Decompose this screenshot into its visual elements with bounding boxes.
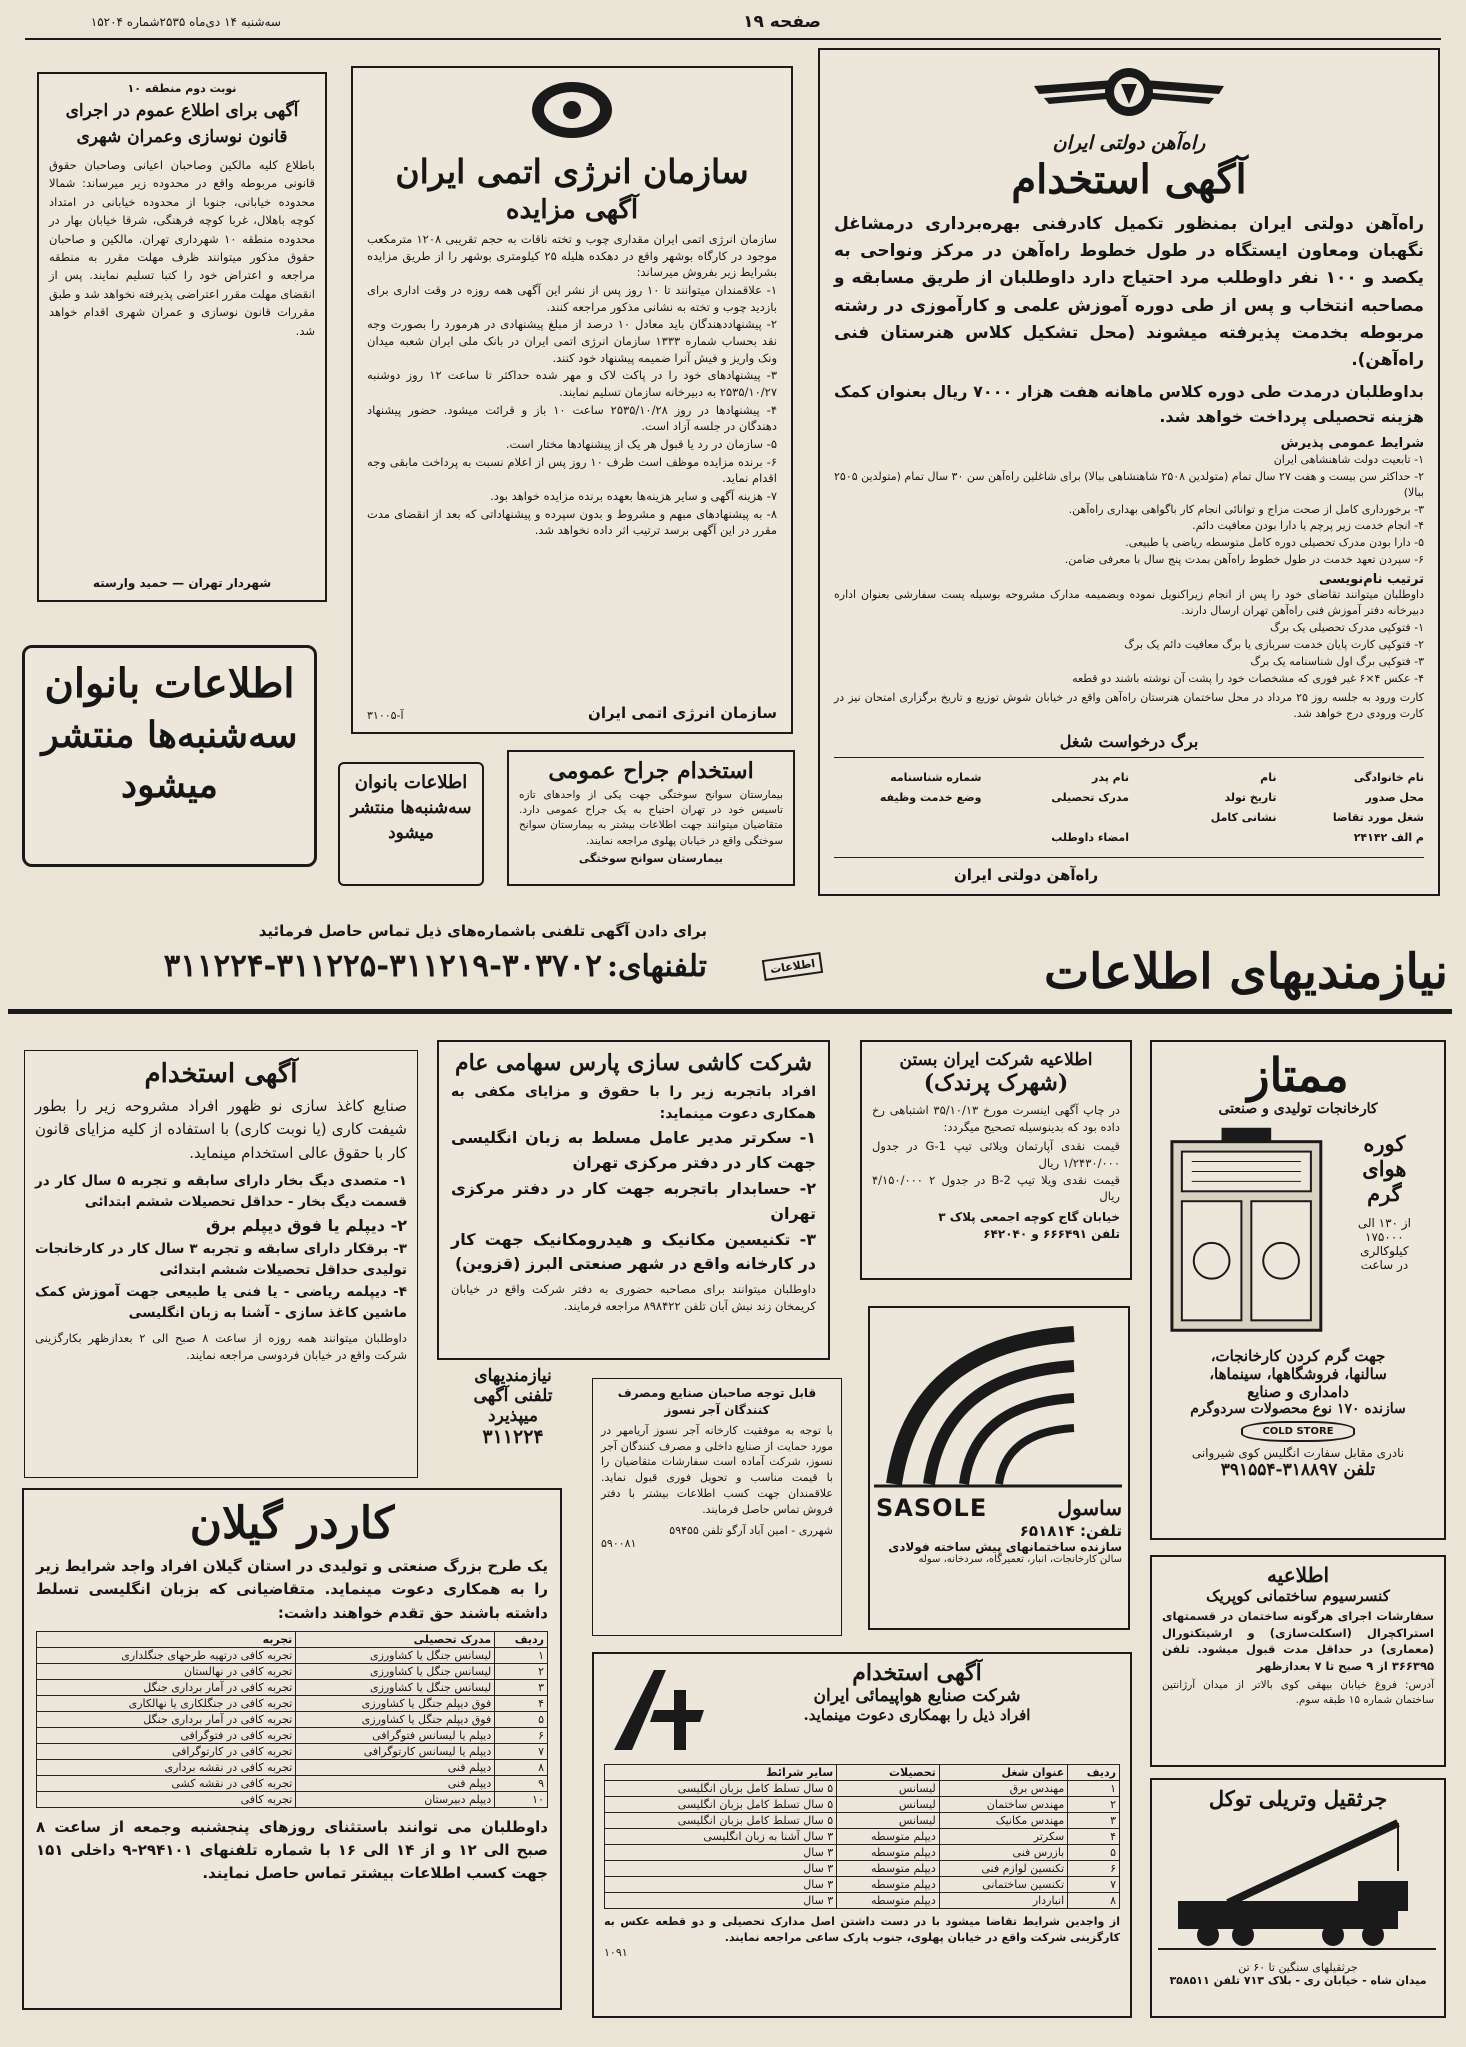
railway-condition: ۶- سپردن تعهد خدمت در طول خطوط راه‌آهن بمدت پنج سال با معرفی ضامن. bbox=[1064, 553, 1424, 567]
momtaz-use-1: جهت گرم کردن کارخانجات، bbox=[1210, 1346, 1386, 1365]
table-cell: ۲ bbox=[1068, 1797, 1120, 1813]
table-cell: ۷ bbox=[1068, 1877, 1120, 1893]
gilan-table bbox=[36, 1631, 548, 1808]
atomic-item: ۸- به پیشنهادهای مبهم و مشروط و بدون سپرده و پیشنهاداتی که بعد از انقضای مدت مقرر در این آگهی برسد ترتیب اثر داده نخواهد شد. bbox=[367, 506, 777, 538]
table-cell: ۵ سال تسلط کامل بزبان انگلیسی bbox=[605, 1797, 837, 1813]
paper-item: ۱- متصدی دیگ بخار دارای سابقه و تجربه ۵ سال کار در قسمت دیگ بخار - حداقل تحصیلات ششم ابتدائی bbox=[35, 1172, 407, 1210]
atomic-items bbox=[367, 282, 777, 539]
crane-title: جرثقیل وتریلی توکل bbox=[1208, 1786, 1388, 1811]
table-cell: تجربه کافی در نقشه کشی bbox=[37, 1775, 296, 1791]
urban-title: آگهی برای اطلاع عموم در اجرای قانون نوسازی وعمران شهری bbox=[65, 101, 299, 147]
railway-registration: داوطلبان میتوانند تقاضای خود را پس از انجام زیراکنویل نموده وبضمیمه مدارک مشروحه بوسیله پست سفارشی بعنوان اداره دبیرخانه دفتر آموزش فنی راه‌آهن تهران ارسال دارند. bbox=[834, 588, 1424, 618]
momtaz-range-1: از ۱۳۰ الی bbox=[1357, 1215, 1411, 1230]
table-cell: ۱ bbox=[495, 1647, 548, 1663]
surgeon-ad bbox=[507, 750, 795, 886]
table-cell: مهندس مکانیک bbox=[939, 1813, 1067, 1829]
momtaz-range-2: ۱۷۵۰۰۰ bbox=[1365, 1229, 1404, 1244]
sasol-tel: تلفن: ۶۵۱۸۱۴ bbox=[1019, 1522, 1122, 1540]
form-row bbox=[834, 811, 1424, 824]
aircraft-table bbox=[604, 1764, 1120, 1909]
table-header bbox=[605, 1765, 1120, 1781]
railway-condition: ۳- برخورداری کامل از صحت مزاج و توانائی انجام کار باگواهی بهداری راه‌آهن. bbox=[1068, 502, 1424, 516]
irest-price2: قیمت نقدی ویلا تیپ B-2 در جدول ۲ ۴/۱۵۰/۰۰۰ ریال bbox=[872, 1172, 1121, 1204]
table-cell: تکنسین ساختمانی bbox=[939, 1877, 1067, 1893]
momtaz-range-3: کیلوکالری bbox=[1360, 1243, 1409, 1258]
momtaz-title: ممتاز bbox=[1247, 1048, 1349, 1102]
aryamehr-address: شهرری - امین آباد آرگو تلفن ۵۹۴۵۵ bbox=[669, 1524, 833, 1538]
pars-item: ۳- تکنیسین مکانیک و هیدرومکانیک جهت کار در کارخانه واقع در شهر صنعتی البرز (قزوین) bbox=[451, 1229, 816, 1274]
aircraft-contact: از واجدین شرایط تقاضا میشود با در دست داشتن اصل مدارک تحصیلی و دو قطعه عکس به کارگزینی شرکت واقع در خیابان پهلوی، جنوب پارک ساعی مراجعه نمایند. bbox=[604, 1915, 1120, 1944]
pars-item: ۲- حسابدار باتجربه جهت کار در دفتر مرکزی تهران bbox=[451, 1178, 816, 1223]
table-cell: دیپلم فنی bbox=[296, 1759, 495, 1775]
steel-arch-building-icon bbox=[874, 1314, 1122, 1492]
kooprik-address: آدرس: فروغ خیابان بیهقی کوی بالاتر از میدان آرژانتین ساختمان شماره ۱۵ طبقه سوم. bbox=[1162, 1678, 1434, 1706]
paper-title: آگهی استخدام bbox=[144, 1059, 298, 1089]
aircraft-company: شرکت صنایع هواپیمائی ایران bbox=[813, 1686, 1021, 1706]
irest-ad bbox=[860, 1040, 1132, 1280]
gilan-contact: داوطلبان می توانند باستثنای روزهای پنجشنبه وجمعه از ساعت ۸ صبح الی ۱۲ و از ۱۴ الی ۱۶ با شماره تلفنهای ۲۹۴۱۰۱-۹ داخلی ۱۵۱ جهت کسب اطلاعات بیشتر تماس حاصل نمایند. bbox=[36, 1817, 548, 1883]
paper-items bbox=[35, 1171, 407, 1324]
banner-logo bbox=[1044, 944, 1448, 1000]
atomic-item: ۳- پیشنهادهای خود را در پاکت لاک و مهر شده حداکثر تا ساعت ۱۲ روز دوشنبه ۲۵۳۵/۱۰/۲۷ به دبیرخانه سازمان تسلیم نمایند. bbox=[367, 368, 778, 400]
railway-signature: راه‌آهن دولتی ایران bbox=[954, 865, 1099, 884]
table-cell: ۸ bbox=[1068, 1893, 1120, 1909]
form-row bbox=[834, 771, 1424, 784]
paper-item: ۳- برقکار دارای سابقه و تجربه ۳ سال کار در کارخانجات تولیدی حداقل تحصیلات ششم ابتدائی bbox=[35, 1241, 407, 1279]
banner-logo-text: نیازمندیهای اطلاعات bbox=[1043, 944, 1448, 1000]
surgeon-body: بیمارستان سوانح سوختگی جهت یکی از واحدهای تازه تاسیس خود در تهران احتیاج به یک جراح عمومی دارد. متقاضیان میتوانند جهت اطلاعات بیشتر به بیمارستان سوانح سوختگی واقع در خیابان پهلوی مراجعه نمایند. bbox=[519, 789, 783, 847]
railway-logo-text: راه‌آهن دولتی ایران bbox=[1052, 132, 1206, 154]
railway-form-title: برگ درخواست شغل bbox=[1059, 731, 1199, 751]
railway-condition: ۴- انجام خدمت زیر پرچم یا دارا بودن معافیت دائم. bbox=[1192, 519, 1424, 533]
railway-condition: ۲- حداکثر سن بیست و هفت ۲۷ سال تمام (متولدین ۲۵۰۸ شاهنشاهی ببالا) برای شاغلین راه‌آهن سن ۳۰ سال تمام (متولدین ۲۵۰۵ ببالا) bbox=[834, 469, 1424, 499]
page-header bbox=[25, 12, 1441, 36]
railway-logo bbox=[834, 58, 1424, 136]
table-cell: ۳ سال bbox=[605, 1845, 837, 1861]
table-cell: لیسانس جنگل یا کشاورزی bbox=[296, 1647, 495, 1663]
form-field: محل صدور bbox=[1365, 790, 1424, 804]
women-small-line1: اطلاعات بانوان bbox=[354, 772, 468, 793]
table-cell: دیپلم دبیرستان bbox=[296, 1791, 495, 1807]
phone-small-line1: نیازمندیهای bbox=[474, 1366, 552, 1386]
atomic-item: ۵- سازمان در رد یا قبول هر یک از پیشنهادها مختار است. bbox=[505, 437, 777, 452]
women-ad-large bbox=[22, 645, 317, 867]
urban-signature: شهردار تهران — حمید وارسته bbox=[92, 576, 272, 590]
page-number: صفحه ۱۹ bbox=[743, 12, 821, 32]
table-cell: دیپلم متوسطه bbox=[837, 1829, 940, 1845]
table-cell: ۹ bbox=[495, 1775, 548, 1791]
pars-title: شرکت کاشی سازی پارس سهامی عام bbox=[454, 1050, 813, 1076]
railway-registration-title: ترتیب نام‌نویسی bbox=[1318, 572, 1424, 588]
railway-document: ۴- عکس ۴×۶ غیر فوری که مشخصات خود را پشت آن نوشته باشند دو قطعه bbox=[1072, 671, 1424, 685]
aryamehr-title: قابل توجه صاحبان صنایع ومصرف کنندگان آجر نسوز bbox=[617, 1386, 817, 1417]
urban-ad bbox=[37, 72, 327, 602]
atomic-item: ۱- علاقمندان میتوانند تا ۱۰ روز پس از نشر این آگهی همه روزه در وقت اداری برای بازدید چوب و تخته به نشانی مذکور مراجعه کنند. bbox=[367, 283, 777, 314]
atomic-signature: سازمان انرژی اتمی ایران bbox=[588, 704, 777, 722]
table-cell: تجربه کافی در جنگلکاری یا نهالکاری bbox=[37, 1695, 296, 1711]
urban-notice: نوبت دوم منطقه ۱۰ bbox=[127, 82, 237, 95]
sasol-ad bbox=[868, 1306, 1130, 1630]
irest-phone: تلفن ۶۶۶۴۹۱ و ۶۴۲۰۴۰ bbox=[983, 1227, 1120, 1242]
form-field: نشانی کامل bbox=[1210, 810, 1277, 824]
table-cell: دیپلم متوسطه bbox=[837, 1861, 940, 1877]
banner-note: برای دادن آگهی تلفنی باشماره‌های ذیل تماس حاصل فرمائید bbox=[258, 922, 707, 940]
momtaz-address: نادری مقابل سفارت انگلیس کوی شیروانی bbox=[1191, 1445, 1405, 1460]
railway-intro: راه‌آهن دولتی ایران بمنظور تکمیل کادرفنی بهره‌برداری درمشاغل نگهبان ومعاون ایستگاه در طول خطوط راه‌آهن در مرکز ونواحی به یکصد و ۱۰۰ نفر داوطلب مرد احتیاج دارد داوطلبان از طریق مسابقه و مصاحبه انتخاب و پس از طی دوره آموزش علمی و کارآموزی در رشته مربوطه بخدمت پذیرفته میشوند (محل تشکیل کلاس هنرستان فنی راه‌آهن). bbox=[834, 214, 1425, 370]
momtaz-use-3: دامداری و صنایع bbox=[1247, 1382, 1349, 1401]
atomic-item: ۷- هزینه آگهی و سایر هزینه‌ها بعهده برنده مزایده خواهد بود. bbox=[490, 489, 777, 504]
railway-document: ۳- فتوکپی برگ اول شناسنامه یک برگ bbox=[1250, 655, 1424, 669]
table-row bbox=[37, 1759, 548, 1775]
atomic-footer-id: آ-۳۱۰۰۵ bbox=[367, 709, 404, 722]
railway-conditions bbox=[834, 452, 1424, 569]
table-row bbox=[605, 1781, 1120, 1797]
pars-item: ۱- سکرتر مدیر عامل مسلط به زبان انگلیسی جهت کار در دفتر مرکزی تهران bbox=[451, 1128, 816, 1173]
atomic-logo bbox=[367, 78, 777, 148]
irest-price1: قیمت نقدی آپارتمان ویلائی تیپ G-1 در جدول ۱/۲۴۳۰/۰۰۰ ریال bbox=[872, 1139, 1120, 1171]
column-header: مدرک تحصیلی bbox=[296, 1631, 495, 1647]
classifieds-banner bbox=[8, 922, 1452, 1018]
aircraft-invite: افراد ذیل را بهمکاری دعوت مینماید. bbox=[803, 1706, 1031, 1724]
table-cell: فوق دیپلم جنگل یا کشاورزی bbox=[296, 1711, 495, 1727]
momtaz-phones: تلفن ۳۱۸۸۹۷-۳۹۱۵۵۴ bbox=[1220, 1459, 1376, 1480]
aircraft-company-logo-icon bbox=[604, 1660, 714, 1760]
form-field: شغل مورد تقاضا bbox=[1332, 810, 1424, 824]
table-cell: تجربه کافی bbox=[37, 1791, 296, 1807]
table-cell: تکنسین لوازم فنی bbox=[939, 1861, 1067, 1877]
header-rule bbox=[25, 38, 1441, 40]
atomic-item: ۲- پیشنهاددهندگان باید معادل ۱۰ درصد از مبلغ پیشنهادی در هرمورد را بصورت وجه نقد بحساب شماره ۱۳۳۳ سازمان انرژی اتمی ایران در بانک ملی ایران شعبه میدان ونک واریز و فیش آنرا ضمیمه پیشنهاد خود کنند. bbox=[367, 317, 777, 365]
table-cell: ۱۰ bbox=[495, 1791, 548, 1807]
pars-intro: افراد باتجربه زیر را با حقوق و مزایای مکفی به همکاری دعوت مینماید: bbox=[451, 1084, 816, 1122]
table-cell: ۵ سال تسلط کامل بزبان انگلیسی bbox=[605, 1781, 837, 1797]
table-cell: ۵ سال تسلط کامل بزبان انگلیسی bbox=[605, 1813, 837, 1829]
women-ad-small bbox=[338, 762, 484, 886]
table-row bbox=[37, 1647, 548, 1663]
kooprik-subtitle: کنسرسیوم ساختمانی کوپریک bbox=[1206, 1587, 1390, 1605]
banner-phone-label: تلفنهای: bbox=[606, 949, 707, 984]
phone-small-line3: میپذیرد bbox=[488, 1406, 538, 1426]
momtaz-ad bbox=[1150, 1040, 1446, 1540]
aircraft-ad bbox=[592, 1652, 1132, 2018]
paper-ad bbox=[24, 1050, 418, 1478]
momtaz-use-2: سالنها، فروشگاهها، سینماها، bbox=[1209, 1364, 1387, 1383]
table-cell: تجربه کافی در نقشه برداری bbox=[37, 1759, 296, 1775]
table-cell: ۳ bbox=[1068, 1813, 1120, 1829]
table-cell: ۴ bbox=[1068, 1829, 1120, 1845]
table-row bbox=[37, 1663, 548, 1679]
table-cell: ۸ bbox=[495, 1759, 548, 1775]
railway-condition: ۱- تابعیت دولت شاهنشاهی ایران bbox=[1273, 452, 1424, 466]
table-cell: فوق دیپلم جنگل یا کشاورزی bbox=[296, 1695, 495, 1711]
date-line: سه‌شنبه ۱۴ دی‌ماه ۲۵۳۵شماره ۱۵۲۰۴ bbox=[90, 15, 281, 29]
table-cell: دیپلم متوسطه bbox=[837, 1893, 940, 1909]
women-small-line2: سه‌شنبه‌ها منتشر bbox=[350, 798, 472, 819]
irest-subtitle: (شهرک پرندک) bbox=[923, 1070, 1069, 1096]
gilan-intro: یک طرح بزرگ صنعتی و تولیدی در استان گیلان افراد واجد شرایط زیر را به همکاری دعوت مینماید. متقاضیانی که بزبان انگلیسی تسلط داشته باشند حق تقدم خواهند داشت: bbox=[36, 1557, 548, 1622]
form-field: نام خانوادگی bbox=[1353, 770, 1424, 784]
table-row bbox=[37, 1711, 548, 1727]
momtaz-product-1: کوره bbox=[1363, 1130, 1406, 1156]
table-cell: ۳ bbox=[495, 1679, 548, 1695]
railway-documents bbox=[834, 620, 1424, 687]
sasol-fine: سالن کارخانجات، انبار، تعمیرگاه، سردخانه، سوله bbox=[918, 1554, 1122, 1565]
railway-conditions-title: شرایط عمومی پذیرش bbox=[1280, 435, 1424, 451]
form-field: نام bbox=[1260, 770, 1277, 784]
atomic-title: سازمان انرژی اتمی ایران bbox=[395, 152, 749, 191]
table-cell: بازرس فنی bbox=[939, 1845, 1067, 1861]
railway-ad bbox=[818, 48, 1440, 896]
table-cell: لیسانس جنگل یا کشاورزی bbox=[296, 1663, 495, 1679]
table-cell: دیپلم فنی bbox=[296, 1775, 495, 1791]
paper-item: ۴- دیپلمه ریاضی - یا فنی یا طبیعی جهت آموزش کمک ماشین کاغذ سازی - آشنا به زبان انگلیسی bbox=[35, 1284, 407, 1322]
sasol-name-fa: ساسول bbox=[1057, 1496, 1122, 1520]
column-header: تجربه bbox=[37, 1631, 296, 1647]
table-row bbox=[605, 1797, 1120, 1813]
table-cell: ۶ bbox=[1068, 1861, 1120, 1877]
form-row bbox=[834, 791, 1424, 804]
momtaz-subtitle: کارخانجات تولیدی و صنعتی bbox=[1218, 1100, 1378, 1117]
crane-ad bbox=[1150, 1778, 1446, 2018]
phone-small-number: ۳۱۱۲۲۴ bbox=[482, 1426, 544, 1448]
banner-rule bbox=[8, 1009, 1452, 1014]
winged-wheel-icon bbox=[1024, 58, 1234, 128]
railway-document: ۲- فتوکپی کارت پایان خدمت سربازی یا برگ معافیت دائم یک برگ bbox=[1124, 638, 1424, 652]
table-cell: دیپلم یا لیسانس کارتوگرافی bbox=[296, 1743, 495, 1759]
railway-condition: ۵- دارا بودن مدرک تحصیلی دوره کامل متوسطه ریاضی یا طبیعی. bbox=[1125, 536, 1424, 550]
table-cell: ۳ سال bbox=[605, 1861, 837, 1877]
table-cell: انباردار bbox=[939, 1893, 1067, 1909]
table-cell: دیپلم متوسطه bbox=[837, 1877, 940, 1893]
women-large-line3: میشود bbox=[121, 764, 218, 807]
paper-item: ۲- دیپلم یا فوق دیپلم برق bbox=[205, 1215, 407, 1235]
pars-contact: داوطلبان میتوانند برای مصاحبه حضوری به دفتر شرکت واقع در خیابان کریمخان زند نبش آبان تلفن ۸۹۸۴۲۲ مراجعه فرمایند. bbox=[451, 1282, 816, 1313]
railway-exam: کارت ورود به جلسه روز ۲۵ مرداد در محل ساختمان هنرستان راه‌آهن واقع در خیابان شوش توزیع و تاریخ برگزاری امتحان نیز در کارت ورودی درج خواهد شد. bbox=[834, 690, 1424, 720]
atomic-item: ۴- پیشنهادها در روز ۲۵۳۵/۱۰/۲۸ ساعت ۱۰ باز و قرائت میشود. حضور پیشنهاد دهندگان در جلسه آزاد است. bbox=[367, 402, 777, 434]
irest-address: خیابان گاج کوچه اجمعی پلاک ۳ bbox=[938, 1210, 1120, 1225]
railway-title: آگهی استخدام bbox=[1011, 156, 1247, 203]
aircraft-title: آگهی استخدام bbox=[852, 1660, 982, 1686]
column-header: سایر شرائط bbox=[605, 1765, 837, 1781]
women-large-line2: سه‌شنبه‌ها منتشر bbox=[41, 714, 298, 756]
table-cell: لیسانس bbox=[837, 1781, 940, 1797]
column-header: تحصیلات bbox=[837, 1765, 940, 1781]
kooprik-ad bbox=[1150, 1555, 1446, 1767]
irest-body: در چاپ آگهی اینسرت مورخ ۳۵/۱۰/۱۳ اشتباهی رخ داده بود که بدینوسیله تصحیح میگردد: bbox=[872, 1103, 1120, 1134]
table-header bbox=[37, 1631, 548, 1647]
form-field: شماره شناسنامه bbox=[890, 770, 982, 784]
aryamehr-id: ۵۹۰۰۸۱ bbox=[601, 1537, 637, 1551]
table-cell: لیسانس bbox=[837, 1813, 940, 1829]
table-cell: تجربه کافی درتهیه طرحهای جنگلداری bbox=[37, 1647, 296, 1663]
atomic-ad bbox=[351, 66, 793, 734]
table-cell: لیسانس bbox=[837, 1797, 940, 1813]
banner-badge: اطلاعات bbox=[762, 952, 824, 981]
atom-ring-icon bbox=[527, 78, 617, 142]
surgeon-title: استخدام جراح عمومی bbox=[548, 758, 754, 784]
form-field: تاریخ تولد bbox=[1224, 790, 1277, 804]
table-row bbox=[37, 1743, 548, 1759]
momtaz-maker: سازنده ۱۷۰ نوع محصولات سردوگرم bbox=[1190, 1400, 1406, 1417]
column-header: ردیف bbox=[1068, 1765, 1120, 1781]
momtaz-range-4: در ساعت bbox=[1360, 1257, 1409, 1272]
phone-small-line2: تلفنی آگهی bbox=[473, 1386, 553, 1406]
table-row bbox=[37, 1775, 548, 1791]
kooprik-body: سفارشات اجرای هرگونه ساختمان در قسمتهای استراکچرال (اسکلت‌سازی) و ارشیتکتورال (معماری) در حداقل مدت قبول میشود. تلفن ۳۶۶۳۹۵ از ۹ صبح تا ۷ بعدازظهر bbox=[1162, 1609, 1434, 1674]
women-large-line1: اطلاعات بانوان bbox=[44, 660, 295, 707]
momtaz-product-2: هوای bbox=[1362, 1155, 1407, 1181]
table-cell: ۳ سال آشنا به زبان انگلیسی bbox=[605, 1829, 837, 1845]
table-cell: ۵ bbox=[495, 1711, 548, 1727]
gilan-ad bbox=[22, 1488, 562, 2010]
table-row bbox=[605, 1861, 1120, 1877]
table-row bbox=[605, 1829, 1120, 1845]
aircraft-id: ۱۰۹۱ bbox=[604, 1945, 628, 1959]
table-cell: تجربه کافی در آمار برداری جنگل bbox=[37, 1711, 296, 1727]
column-header: ردیف bbox=[495, 1631, 548, 1647]
table-row bbox=[605, 1893, 1120, 1909]
aryamehr-body: با توجه به موفقیت کارخانه آجر نسوز آریامهر در مورد حمایت از صنایع داخلی و مصرف کنندگان آجر نسوز، شرکت آماده است سفارشات متقاضیان را با قیمت مناسب و تحویل فوری قبول نماید. علاقمندان جهت کسب اطلاعات بیشتر با دفتر فروش تماس حاصل فرمایند. bbox=[601, 1423, 833, 1517]
momtaz-product-3: گرم bbox=[1367, 1180, 1402, 1206]
heater-unit-icon bbox=[1162, 1121, 1331, 1341]
table-row bbox=[605, 1877, 1120, 1893]
form-field: امضاء داوطلب bbox=[1051, 830, 1129, 844]
urban-body: باطلاع کلیه مالکین وصاحبان اعیانی وصاحبان حقوق قانونی مربوطه واقع در محدوده زیر میرساند: شمالا محدوده خیابانی، جنوبا از محدوده خیابانی در امتداد کوچه باهلال، غربا کوچه فرهنگی، شرقا خیابان بهار در محدوده منطقه ۱۰ شهرداری تهران. مالکین و صاحبان حقوق مذکور میتوانند ظرف مهلت مقرر به منطقه مراجعه و اعتراض خود را کتبا تسلیم نمایند. پس از انقضای مهلت مقرر اعتراضی پذیرفته نخواهد شد و طبق مقررات قانون نوسازی و عمران شهری اقدام خواهد شد. bbox=[48, 158, 315, 338]
form-field: نام پدر bbox=[1092, 770, 1129, 784]
form-field: وضع خدمت وظیفه bbox=[879, 790, 982, 804]
table-cell: لیسانس جنگل یا کشاورزی bbox=[296, 1679, 495, 1695]
table-cell: ۳ سال bbox=[605, 1893, 837, 1909]
form-row bbox=[834, 831, 1424, 844]
table-cell: ۶ bbox=[495, 1727, 548, 1743]
kooprik-title: اطلاعیه bbox=[1266, 1563, 1330, 1587]
table-cell: ۱ bbox=[1068, 1781, 1120, 1797]
surgeon-signature: بیمارستان سوانح سوختگی bbox=[578, 851, 724, 865]
table-row bbox=[37, 1727, 548, 1743]
paper-contact: داوطلبان میتوانند همه روزه از ساعت ۸ صبح الی ۲ بعدازظهر بکارگزینی شرکت واقع در خیابان فردوسی مراجعه نمایند. bbox=[35, 1331, 407, 1362]
table-cell: تجربه کافی در کارتوگرافی bbox=[37, 1743, 296, 1759]
atomic-item: ۶- برنده مزایده موظف است ظرف ۱۰ روز پس از اعلام نسبت به پرداخت مابقی وجه اقدام نماید. bbox=[367, 454, 778, 486]
railway-form bbox=[834, 757, 1424, 858]
table-cell: ۳ سال bbox=[605, 1877, 837, 1893]
crane-caption: جرثقیلهای سنگین تا ۶۰ تن bbox=[1238, 1961, 1358, 1974]
table-cell: دیپلم متوسطه bbox=[837, 1845, 940, 1861]
sasol-caption: سازنده ساختمانهای پیش ساخته فولادی bbox=[888, 1540, 1122, 1554]
table-row bbox=[605, 1813, 1120, 1829]
table-cell: سکرتر bbox=[939, 1829, 1067, 1845]
women-small-line3: میشود bbox=[388, 822, 434, 843]
phone-ad-small bbox=[448, 1360, 578, 1480]
table-cell: دیپلم یا لیسانس فتوگرافی bbox=[296, 1727, 495, 1743]
banner-phone-numbers: ۳۰۳۷۰۲-۳۱۱۲۱۹-۳۱۱۲۲۵-۳۱۱۲۲۴ bbox=[163, 948, 602, 984]
crane-address: میدان شاه - خیابان ری - بلاک ۷۱۳ تلفن ۳۵۸۵۱۱ bbox=[1169, 1974, 1427, 1987]
table-cell: مهندس برق bbox=[939, 1781, 1067, 1797]
railway-salary: بداوطلبان درمدت طی دوره کلاس ماهانه هفت هزار ۷۰۰۰ ریال بعنوان کمک هزینه تحصیلی پرداخت خواهد شد. bbox=[834, 382, 1424, 426]
table-cell: ۴ bbox=[495, 1695, 548, 1711]
paper-intro: صنایع کاغذ سازی نو ظهور افراد مشروحه زیر را بطور شیفت کاری (یا نوبت کاری) با استفاده از کلیه مزایای قانون کار با حقوق عالی استخدام مینماید. bbox=[35, 1097, 407, 1162]
momtaz-badge: COLD STORE bbox=[1241, 1421, 1355, 1442]
form-field: م الف ۲۴۱۴۲ bbox=[1353, 830, 1424, 844]
column-header: عنوان شغل bbox=[939, 1765, 1067, 1781]
aryamehr-ad bbox=[592, 1378, 842, 1636]
gilan-title: کاردر گیلان bbox=[189, 1498, 395, 1549]
crane-truck-icon bbox=[1158, 1811, 1436, 1961]
table-cell: ۷ bbox=[495, 1743, 548, 1759]
railway-document: ۱- فتوکپی مدرک تحصیلی یک برگ bbox=[1270, 621, 1424, 635]
table-row bbox=[37, 1695, 548, 1711]
table-row bbox=[37, 1791, 548, 1807]
table-cell: تجربه کافی در نهالستان bbox=[37, 1663, 296, 1679]
form-field: مدرک تحصیلی bbox=[1051, 790, 1129, 804]
sasol-brand: SASOLE bbox=[876, 1494, 988, 1522]
irest-title: اطلاعیه شرکت ایران بستن bbox=[899, 1050, 1093, 1070]
pars-ad bbox=[437, 1040, 830, 1360]
atomic-intro: سازمان انرژی اتمی ایران مقداری چوب و تخته ناقات به حجم تقریبی ۱۲۰۸ مترمکعب موجود در کارگاه بوشهر واقع در دهکده هلیله ۲۵ کیلومتری بوشهر را از طریق مزایده بشرایط زیر بفروش میرساند: bbox=[367, 232, 778, 280]
table-cell: ۲ bbox=[495, 1663, 548, 1679]
table-cell: مهندس ساختمان bbox=[939, 1797, 1067, 1813]
table-row bbox=[37, 1679, 548, 1695]
table-cell: تجربه کافی در فتوگرافی bbox=[37, 1727, 296, 1743]
table-cell: تجربه کافی در آمار برداری جنگل bbox=[37, 1679, 296, 1695]
table-row bbox=[605, 1845, 1120, 1861]
table-cell: ۵ bbox=[1068, 1845, 1120, 1861]
atomic-subtitle: آگهی مزایده bbox=[505, 195, 639, 225]
